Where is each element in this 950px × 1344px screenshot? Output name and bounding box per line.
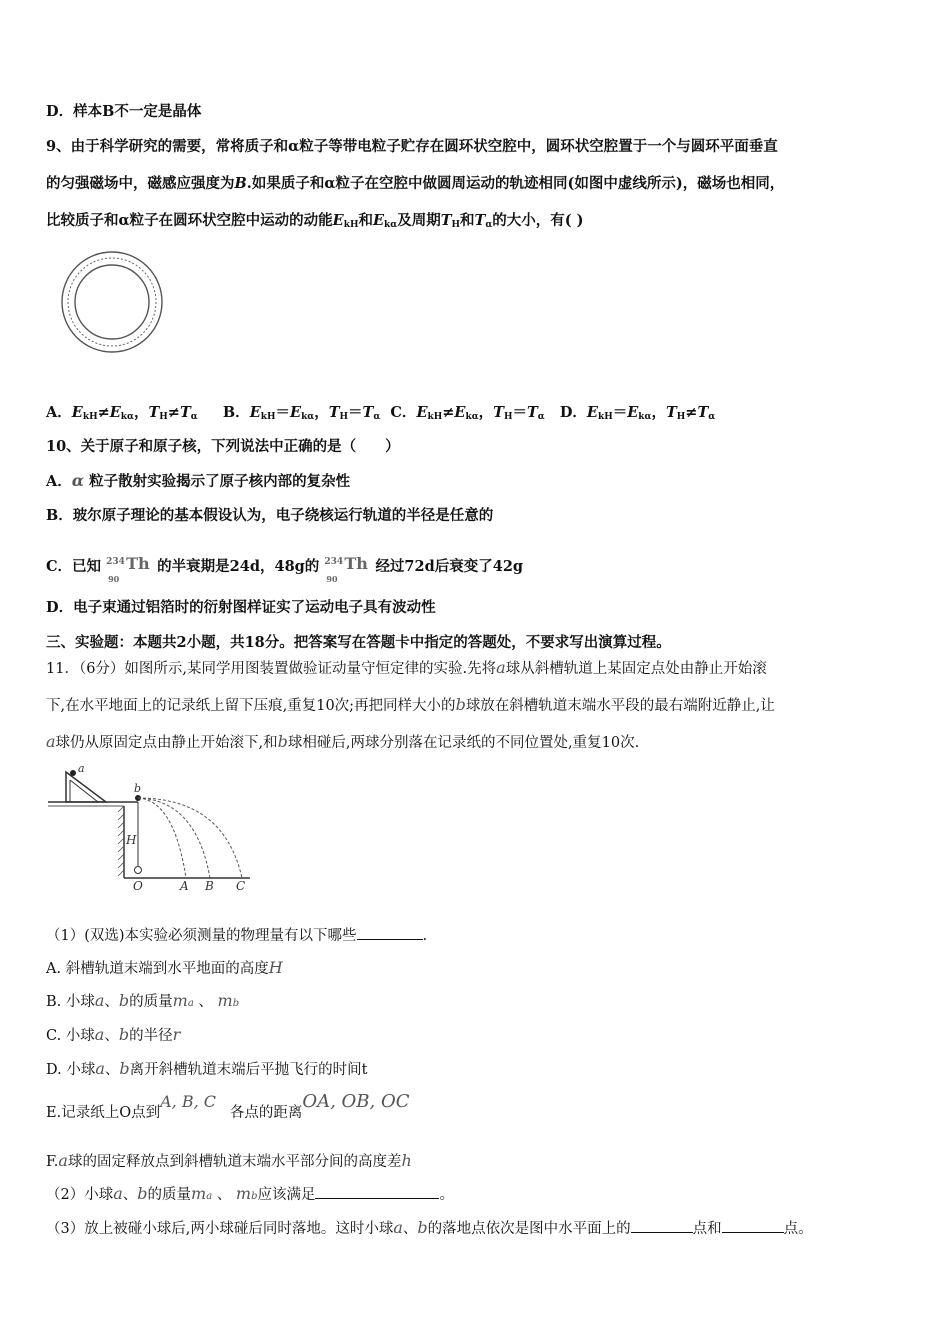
q8-option-d: D．样本B不一定是晶体 (46, 103, 202, 120)
q11-option-b: B. 小球a、b的质量ma 、 mb (46, 991, 240, 1010)
q11-part2: （2）小球a、b的质量ma 、 mb应该满足 。 (46, 1184, 454, 1203)
thorium-nuclide: 234 90 Th (324, 554, 368, 584)
apparatus-figure (46, 764, 256, 892)
q11-option-f: F.a球的固定释放点到斜槽轨道末端水平部分间的高度差h (46, 1151, 412, 1170)
q10-stem: 10、关于原子和原子核，下列说法中正确的是（ ） (46, 438, 400, 455)
svg-text:C: C (236, 879, 246, 892)
q10-option-b: B．玻尔原子理论的基本假设认为，电子绕核运行轨道的半径是任意的 (46, 507, 494, 524)
svg-text:b: b (134, 782, 142, 795)
svg-text:B: B (205, 879, 214, 892)
q11-option-a: A. 斜槽轨道末端到水平地面的高度H (46, 958, 283, 977)
q11-option-d: D. 小球a、b离开斜槽轨道末端后平抛飞行的时间t (46, 1059, 368, 1078)
q9-stem-line1: 9、由于科学研究的需要，常将质子和α粒子等带电粒子贮存在圆环状空腔中，圆环状空腔置于一个与圆环平面垂直 (46, 138, 778, 155)
svg-text:H: H (126, 833, 137, 847)
q11-stem-line3: a球仍从原固定点由静止开始滚下,和b球相碰后,两球分别落在记录纸的不同位置处,重复10次. (46, 732, 640, 751)
q10-option-d: D．电子束通过铝箔时的衍射图样证实了运动电子具有波动性 (46, 599, 436, 616)
answer-blank[interactable] (315, 1184, 439, 1199)
svg-text:a: a (78, 764, 85, 775)
q10-option-c: C．已知 234 90 Th 的半衰期是24d，48g的 234 90 Th 经过72d后衰变了42g (46, 554, 524, 584)
svg-text:A: A (180, 879, 189, 892)
answer-blank[interactable] (357, 925, 423, 940)
ring-figure (60, 250, 164, 354)
q9-options: A．$E_{kH}\ne E_{k\alpha}$，$T_H\ne T_\alpha$ B．$E_{kH}=E_{k\alpha}$，$T_H=T_\alpha$ C．$E_{kH}\ne E_{k\alpha}$，$T_H=T_\alpha$ D．$E_{kH}=E_{k\alpha}$，$T_H\ne T_\alpha$ (46, 404, 716, 422)
thorium-nuclide: 234 90 Th (106, 554, 150, 584)
answer-blank[interactable] (722, 1218, 784, 1233)
q11-part3: （3）放上被碰小球后,两小球碰后同时落地。这时小球a、b的落地点依次是图中水平面上的 点和 点。 (46, 1218, 813, 1237)
q11-stem-line2: 下,在水平地面上的记录纸上留下压痕,重复10次;再把同样大小的b球放在斜槽轨道末端水平段的最右端附近静止,让 (46, 695, 775, 714)
section-3-heading: 三、实验题：本题共2小题，共18分。把答案写在答题卡中指定的答题处，不要求写出演算过程。 (46, 634, 671, 651)
answer-blank[interactable] (631, 1218, 693, 1233)
q9-stem-line2: 的匀强磁场中，磁感应强度为B.如果质子和α粒子在空腔中做圆周运动的轨迹相同(如图中虚线所示)，磁场也相同， (46, 175, 785, 192)
q11-option-c: C. 小球a、b的半径r (46, 1025, 181, 1044)
q10-option-a: A．α 粒子散射实验揭示了原子核内部的复杂性 (46, 471, 351, 490)
q11-stem-line1: 11．（6分）如图所示,某同学用图装置做验证动量守恒定律的实验.先将a球从斜槽轨道上某固定点处由静止开始滚 (46, 658, 767, 677)
q9-stem-line3: 比较质子和α粒子在圆环状空腔中运动的动能$E_{kH}$和$E_{k\alpha}$及周期$T_H$和$T_\alpha$的大小，有( ) (46, 212, 584, 230)
svg-text:O: O (133, 879, 143, 892)
q11-option-e: E.记录纸上O点到A, B, C 各点的距离OA, OB, OC (46, 1091, 410, 1121)
q11-part1: （1）(双选)本实验必须测量的物理量有以下哪些 . (46, 925, 427, 946)
